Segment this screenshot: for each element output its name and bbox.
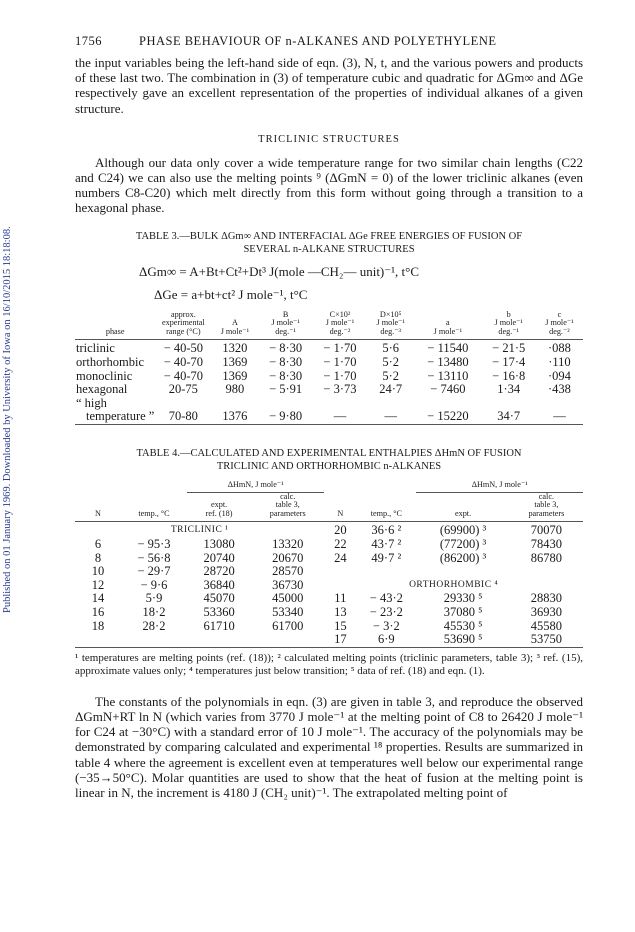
table4-col-calc-right: calc. table 3, parameters	[528, 491, 565, 518]
table4-group-header-right: ΔHmN, J mole⁻¹	[416, 481, 583, 492]
table3-col-phase: phase	[105, 326, 125, 336]
table4-subheading-triclinic: TRICLINIC ¹	[75, 522, 324, 538]
table3-equation1: ΔGm∞ = A+Bt+Ct²+Dt³ J(mole —CH₂— unit)⁻¹, t°C	[139, 263, 420, 279]
section-heading: TRICLINIC STRUCTURES	[258, 133, 400, 145]
table-row: orthorhombic − 40-70 1369 − 8·30 − 1·70 5·2 − 13480 − 17·4 ·110	[76, 355, 571, 369]
table-row: hexagonal 20-75 980 − 5·91 − 3·73 24·7 − 7460 1·34 ·438	[76, 382, 571, 397]
table3-col-B: B J mole⁻¹ deg.⁻¹	[271, 309, 300, 336]
table-row: 16 18·2 53360 53340 13 − 23·2 37080 ⁵ 36930	[91, 604, 563, 619]
table-row: 12 − 9·6 36840 36730 ORTHORHOMBIC ⁴	[75, 579, 583, 593]
table3-caption-line1: TABLE 3.—BULK ΔGm∞ AND INTERFACIAL ΔGe FREE ENERGIES OF FUSION OF	[135, 230, 523, 242]
table3-col-A: A J mole⁻¹	[220, 318, 250, 336]
table-row: 18 28·2 61710 61700 15 − 3·2 45530 ⁵ 45580	[91, 618, 563, 633]
intro-paragraph: the input variables being the left-hand side of eqn. (3), N, t, and the various powers and products of these last two. The combination in (3) of temperature cubic and quadratic for ΔGm∞ and ΔGe respectively gave an excellent representation of the properties of individual alkanes of a given structure.	[75, 55, 583, 116]
table3-col-D: D×10⁵ J mole⁻¹ deg.⁻³	[376, 309, 405, 336]
table4-footnote: ¹ temperatures are melting points (ref. (18)); ² calculated melting points (triclinic parameters, table 3); ³ ref. (15), approximate values only; ⁴ temperatures just below transition; ⁵ data of ref. (18) and eqn. (1).	[75, 651, 583, 677]
running-title: PHASE BEHAVIOUR OF n-ALKANES AND POLYETHYLENE	[139, 34, 497, 48]
table3-col-range: approx. experimental range (°C)	[161, 309, 205, 336]
table3-col-c: c J mole⁻¹ deg.⁻²	[545, 309, 574, 336]
table4-col-expt-right: expt.	[454, 508, 472, 518]
table-row: monoclinic − 40-70 1369 − 8·30 − 1·70 5·2 − 13110 − 16·8 ·094	[76, 368, 571, 383]
table4-group-row	[75, 481, 583, 492]
journal-page	[75, 34, 583, 800]
table3-header-row	[75, 311, 583, 340]
table-row: temperature ” 70-80 1376 − 9·80 — — − 15220 34·7 —	[75, 410, 583, 424]
table-row: “ high	[76, 395, 107, 410]
table-row: 8 − 56·8 20740 20670 24 49·7 ² (86200) ³ 86780	[94, 550, 563, 565]
running-header	[75, 34, 583, 49]
table-row: 10 − 29·7 28720 28570	[91, 564, 304, 579]
table4-caption-line2: TRICLINIC AND ORTHORHOMBIC n-ALKANES	[216, 460, 442, 472]
table4-caption-line1: TABLE 4.—CALCULATED AND EXPERIMENTAL ENTHALPIES ΔHmN OF FUSION	[136, 447, 522, 459]
table-row: 17 6·9 53690 ⁵ 53750	[334, 632, 563, 647]
table4-group-header-left: ΔHmN, J mole⁻¹	[187, 481, 324, 492]
table4-bottom-rule	[75, 647, 583, 650]
table4-col-calc-left: calc. table 3, parameters	[269, 491, 306, 518]
table3-col-C: C×10² J mole⁻¹ deg.⁻²	[325, 309, 355, 336]
download-watermark: Published on 01 January 1969. Downloaded by University of Iowa on 16/10/2015 18:18:08.	[2, 226, 13, 614]
table3	[75, 311, 583, 425]
section-paragraph: Although our data only cover a wide temperature range for two similar chain lengths (C22 and C24) we can also use the melting points ⁹ (ΔGmN = 0) of the lower triclinic alkanes (even numbers C8-C20) which melt directly from this form without going through a transition to a hexagonal phase.	[75, 154, 583, 216]
table-row: 6 − 95·3 13080 13320 22 43·7 ² (77200) ³ 78430	[94, 536, 563, 551]
table-row: triclinic − 40-50 1320 − 8·30 − 1·70 5·6 − 11540 − 21·5 ·088	[75, 340, 583, 356]
table3-equation2: ΔGe = a+bt+ct² J mole⁻¹, t°C	[154, 286, 308, 302]
table3-caption-line2: SEVERAL n-ALKANE STRUCTURES	[243, 243, 415, 255]
final-paragraph: The constants of the polynomials in eqn. (3) are given in table 3, and reproduce the observed ΔGmN+RT ln N (which varies from 3770 J mole⁻¹ at the melting point of C8 to 26420 J mole⁻¹ for C24 at −30°C) with a standard error of 10 J mole⁻¹. The accuracy of the polynomials may be demonstrated by comparing calculated and experimental ¹⁸ properties. Results are summarized in table 4 where the agreement is excellent even at temperatures well below our experimental range (−35→50°C). Molar quantities are used to show that the heat of fusion at the melting point is linear in N, the increment is 4180 J (CH₂ unit)⁻¹. The extrapolated melting point of	[75, 693, 583, 800]
table4-col-N-right: N	[337, 508, 344, 518]
table4-col-expt-left: expt. ref. (18)	[205, 500, 233, 518]
table4-caption	[75, 447, 583, 473]
table4	[75, 481, 583, 650]
table4-header-row	[75, 492, 583, 522]
table4-col-temp-right: temp., °C	[370, 508, 402, 518]
page-number: 1756	[75, 34, 102, 48]
table4-col-N-left: N	[95, 508, 101, 518]
table3-caption	[75, 230, 583, 256]
table4-subheading-orthorhombic: ORTHORHOMBIC ⁴	[409, 579, 499, 590]
table3-col-b: b J mole⁻¹ deg.⁻¹	[494, 309, 523, 336]
table-row: TRICLINIC ¹ 20 36·6 ² (69900) ³ 70070	[75, 522, 583, 538]
table4-col-temp-left: temp., °C	[138, 508, 170, 518]
table3-col-a: a J mole⁻¹	[433, 318, 463, 336]
table-row: 14 5·9 45070 45000 11 − 43·2 29330 ⁵ 28830	[91, 591, 563, 606]
